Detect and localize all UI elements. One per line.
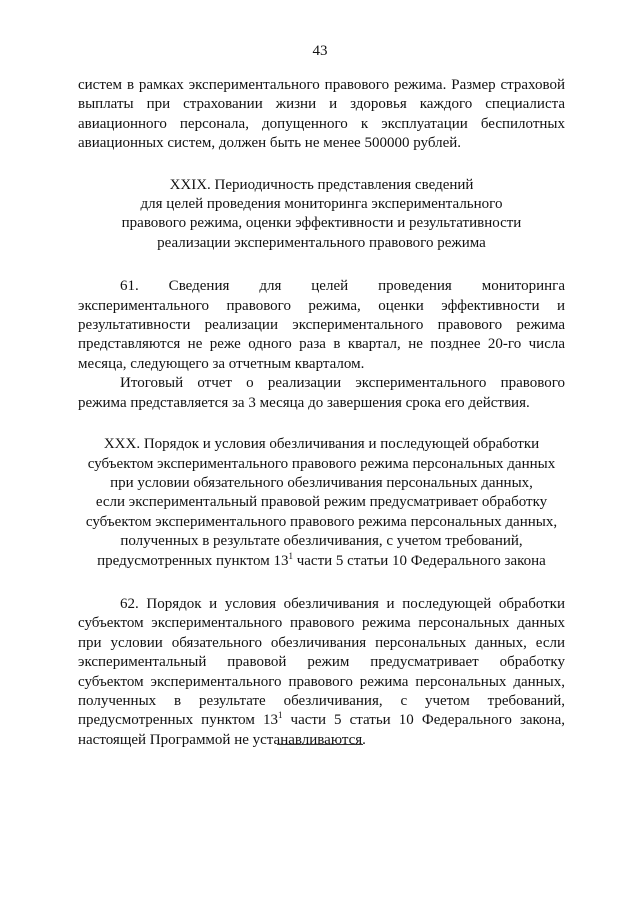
page-number: 43 xyxy=(312,43,328,59)
section-30-heading-line: если экспериментальный правовой режим предусматривает обработку xyxy=(95,494,548,511)
section-30-heading-line: субъектом экспериментального правового режима персональных данных, xyxy=(85,513,558,530)
superscript: 1 xyxy=(288,550,293,561)
section-30-heading xyxy=(78,435,565,571)
document-body xyxy=(78,76,565,750)
heading-text: предусмотренных пунктом 13 xyxy=(97,552,289,569)
superscript: 1 xyxy=(277,710,283,721)
section-30-heading-line: субъектом экспериментального правового режима персональных данных xyxy=(87,455,556,472)
intro-paragraph: систем в рамках экспериментального правового режима. Размер страховой выплаты при страховании жизни и здоровья каждого специалиста авиационного персонала, допущенного к эксплуатации беспилотных авиационных систем, должен быть не менее 500000 рублей. xyxy=(78,77,565,152)
section-30-heading-line: при условии обязательного обезличивания персональных данных, xyxy=(110,474,533,491)
section-29-heading xyxy=(78,176,565,254)
paragraph-text: части 5 статьи 10 Федерального закона, настоящей Программой не устанавливаются. xyxy=(78,712,565,748)
section-30-heading-line: XXX. Порядок и условия обезличивания и последующей обработки xyxy=(103,436,540,453)
heading-text: части 5 статьи 10 Федерального закона xyxy=(292,552,546,569)
paragraph-61: 61. Сведения для целей проведения мониторинга экспериментального правового режима, оценки эффективности и результативности реализации экспериментального правового режима представляются не реже одного раза в квартал, не позднее 20-го числа месяца, следующего за отчетным кварталом. xyxy=(78,278,565,372)
section-29-heading-line: реализации экспериментального правового режима xyxy=(157,234,486,251)
paragraph-62 xyxy=(78,595,565,750)
paragraph-61-continuation: Итоговый отчет о реализации экспериментального правового режима представляется за 3 месяца до завершения срока его действия. xyxy=(78,375,565,411)
section-30-heading-line-last xyxy=(78,552,565,571)
section-30-heading-line: полученных в результате обезличивания, с учетом требований, xyxy=(120,533,523,550)
end-of-document-rule xyxy=(277,744,363,745)
section-29-heading-line: для целей проведения мониторинга экспериментального xyxy=(140,196,503,213)
section-29-heading-line: XXIX. Периодичность представления сведений xyxy=(169,176,474,193)
paragraph-text: 62. Порядок и условия обезличивания и последующей обработки субъектом экспериментального правового режима персональных данных при условии обязательного обезличивания персональных данных, если экспериментальный правовой режим предусматривает обработку субъектом экспериментального правового режима персональных данных, полученных в результате обезличивания, с учетом требований, предусмотренных пунктом 13 xyxy=(78,595,565,729)
section-29-heading-line: правового режима, оценки эффективности и результативности xyxy=(121,215,522,232)
